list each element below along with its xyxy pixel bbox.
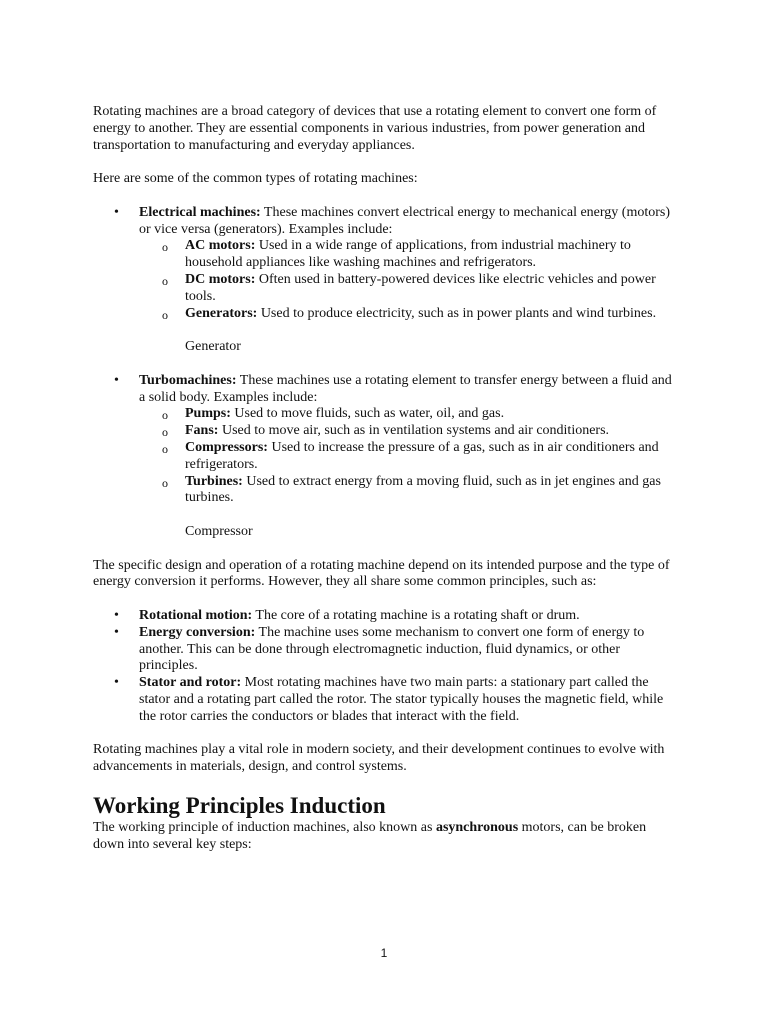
principles-list — [93, 608, 678, 726]
list-item — [93, 625, 678, 675]
description: The machine uses some mechanism to convert one form of energy to another. This can be done through electromagnetic induction, fluid dynamics, or other principles. — [139, 624, 645, 674]
term: Generators: — [185, 305, 258, 321]
turbo-examples-list — [139, 406, 678, 507]
list-item — [139, 306, 678, 323]
description: These machines use a rotating element to transfer energy between a fluid and a solid body. Examples include: — [139, 372, 672, 405]
description: Used to produce electricity, such as in power plants and wind turbines. — [257, 305, 657, 321]
emphasis: asynchronous — [435, 819, 519, 835]
section-heading: Working Principles Induction — [93, 792, 386, 818]
term: Fans: — [185, 423, 219, 439]
list-item — [139, 423, 678, 440]
description: Used to extract energy from a moving fluid, such as in jet engines and gas turbines. — [185, 473, 661, 506]
description: Often used in battery-powered devices like electric vehicles and power tools. — [185, 271, 656, 304]
term: Compressors: — [185, 439, 268, 455]
types-intro: Here are some of the common types of rotating machines: — [93, 171, 418, 187]
description: Most rotating machines have two main parts: a stationary part called the stator and a rotating part called the rotor. The stator typically houses the magnetic field, while the rotor carries the conductors or blades that interact with the field. — [139, 675, 664, 724]
figure-caption-compressor: Compressor — [185, 523, 253, 539]
description: Used in a wide range of applications, from industrial machinery to household appliances like washing machines and refrigerators. — [185, 238, 631, 271]
description: Used to move air, such as in ventilation systems and air conditioners. — [218, 423, 610, 439]
list-item — [139, 406, 678, 423]
term: Turbomachines: — [139, 372, 237, 388]
list-item — [139, 238, 678, 272]
principles-intro: The specific design and operation of a rotating machine depend on its intended purpose and the type of energy conversion it performs. However, they all share some common principles, such as: — [93, 557, 670, 590]
list-item — [139, 272, 678, 306]
induction-paragraph — [93, 820, 678, 854]
term: Stator and rotor: — [139, 675, 242, 691]
intro-paragraph: Rotating machines are a broad category of devices that use a rotating element to convert one form of energy to another. They are essential components in various industries, from power generation and transportation to manufacturing and everyday appliances. — [93, 104, 657, 153]
list-item — [139, 440, 678, 474]
list-item — [139, 474, 678, 508]
description: Used to move fluids, such as water, oil, and gas. — [230, 406, 505, 422]
term: Turbines: — [185, 473, 243, 489]
text: motors, can be broken down into several key steps: — [93, 819, 647, 852]
electrical-examples-list — [139, 238, 678, 322]
document-body — [93, 104, 678, 853]
page-number: 1 — [380, 946, 388, 960]
term: DC motors: — [185, 271, 256, 287]
text: The working principle of induction machines, also known as — [93, 819, 436, 835]
list-item-electrical — [93, 205, 678, 356]
list-item — [93, 608, 678, 625]
description: These machines convert electrical energy to mechanical energy (motors) or vice versa (generators). Examples include: — [139, 204, 671, 237]
description: The core of a rotating machine is a rotating shaft or drum. — [252, 607, 580, 623]
closing-paragraph: Rotating machines play a vital role in modern society, and their development continues to evolve with advancements in materials, design, and control systems. — [93, 742, 665, 775]
term: Rotational motion: — [139, 607, 253, 623]
list-item — [93, 675, 678, 725]
machine-types-list — [93, 205, 678, 541]
term: AC motors: — [185, 238, 256, 254]
description: Used to increase the pressure of a gas, such as in air conditioners and refrigerators. — [185, 439, 659, 472]
list-item-turbomachines — [93, 373, 678, 541]
term: Pumps: — [185, 406, 231, 422]
term: Energy conversion: — [139, 624, 256, 640]
figure-caption-generator: Generator — [185, 339, 241, 355]
term: Electrical machines: — [139, 204, 261, 220]
